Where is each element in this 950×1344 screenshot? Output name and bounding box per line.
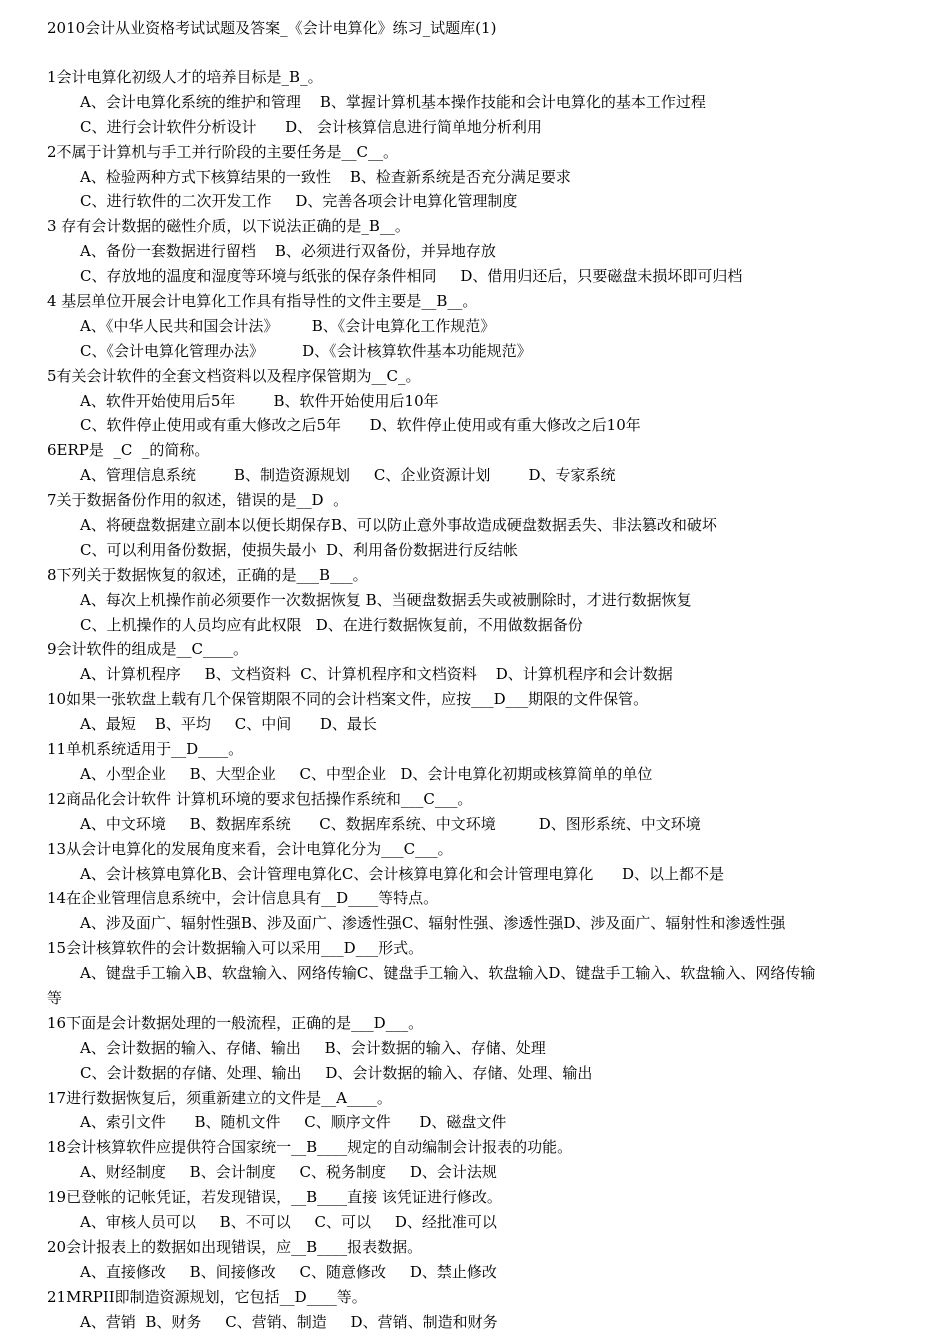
- answer-options: A、检验两种方式下核算结果的一致性 B、检查新系统是否充分满足要求: [80, 167, 571, 186]
- answer-options: A、管理信息系统 B、制造资源规划 C、企业资源计划 D、专家系统: [80, 466, 616, 485]
- answer-options: A、财经制度 B、会计制度 C、税务制度 D、会计法规: [80, 1163, 497, 1182]
- answer-options: C、可以利用备份数据，使损失最小 D、利用备份数据进行反结帐: [80, 540, 519, 559]
- question-text: 7关于数据备份作用的叙述，错误的是__D 。: [47, 491, 349, 510]
- answer-options: A、将硬盘数据建立副本以便长期保存B、可以防止意外事故造成硬盘数据丢失、非法篡改和破坏: [80, 516, 717, 535]
- question-text: 9会计软件的组成是__C____。: [47, 640, 249, 659]
- question-text: 16下面是会计数据处理的一般流程，正确的是___D___。: [47, 1013, 424, 1032]
- answer-options: C、上机操作的人员均应有此权限 D、在进行数据恢复前，不用做数据备份: [80, 615, 583, 634]
- question-text: 21MRPII即制造资源规划，它包括__D____等。: [47, 1287, 367, 1306]
- spacer: [47, 41, 927, 65]
- answer-options: A、键盘手工输入B、软盘输入、网络传输C、键盘手工输入、软盘输入D、键盘手工输入、软盘输入、网络传输: [80, 964, 816, 983]
- question-text: 15会计核算软件的会计数据输入可以采用___D___形式。: [47, 939, 424, 958]
- answer-options: A、备份一套数据进行留档 B、必须进行双备份，并异地存放: [80, 242, 496, 261]
- answer-options: A、营销 B、财务 C、营销、制造 D、营销、制造和财务: [80, 1312, 498, 1331]
- question-text: 11单机系统适用于__D____。: [47, 740, 244, 759]
- answer-options: A、会计核算电算化B、会计管理电算化C、会计核算电算化和会计管理电算化 D、以上都不是: [80, 864, 724, 883]
- answer-options: A、中文环境 B、数据库系统 C、数据库系统、中文环境 D、图形系统、中文环境: [80, 814, 701, 833]
- document-title: 2010会计从业资格考试试题及答案_《会计电算化》练习_试题库(1): [47, 19, 497, 37]
- question-text: 等: [47, 988, 63, 1007]
- question-text: 8下列关于数据恢复的叙述，正确的是___B___。: [47, 565, 368, 584]
- question-text: 13从会计电算化的发展角度来看，会计电算化分为___C___。: [47, 839, 453, 858]
- question-text: 4 基层单位开展会计电算化工作具有指导性的文件主要是__B__。: [47, 292, 478, 311]
- answer-options: A、《中华人民共和国会计法》 B、《会计电算化工作规范》: [80, 316, 496, 335]
- answer-options: A、直接修改 B、间接修改 C、随意修改 D、禁止修改: [80, 1262, 497, 1281]
- answer-options: A、索引文件 B、随机文件 C、顺序文件 D、磁盘文件: [80, 1113, 507, 1132]
- answer-options: A、会计数据的输入、存储、输出 B、会计数据的输入、存储、处理: [80, 1038, 546, 1057]
- question-text: 5有关会计软件的全套文档资料以及程序保管期为__C_。: [47, 366, 421, 385]
- answer-options: A、软件开始使用后5年 B、软件开始使用后10年: [80, 391, 439, 410]
- question-text: 3 存有会计数据的磁性介质，以下说法正确的是_B__。: [47, 217, 410, 236]
- document-page: [47, 15, 927, 1334]
- answer-options: C、《会计电算化管理办法》 D、《会计核算软件基本功能规范》: [80, 341, 532, 360]
- question-text: 20会计报表上的数据如出现错误，应__B____报表数据。: [47, 1237, 423, 1256]
- question-text: 18会计核算软件应提供符合国家统一__B____规定的自动编制会计报表的功能。: [47, 1138, 573, 1157]
- question-text: 17进行数据恢复后，须重新建立的文件是__A____。: [47, 1088, 392, 1107]
- question-text: 14在企业管理信息系统中，会计信息具有__D____等特点。: [47, 889, 439, 908]
- question-text: 2不属于计算机与手工并行阶段的主要任务是__C__。: [47, 142, 399, 161]
- answer-options: A、审核人员可以 B、不可以 C、可以 D、经批准可以: [80, 1212, 497, 1231]
- answer-options: A、计算机程序 B、文档资料 C、计算机程序和文档资料 D、计算机程序和会计数据: [80, 665, 673, 684]
- answer-options: C、存放地的温度和湿度等环境与纸张的保存条件相同 D、借用归还后，只要磁盘未损坏即可归档: [80, 267, 743, 286]
- answer-options: A、涉及面广、辐射性强B、涉及面广、渗透性强C、辐射性强、渗透性强D、涉及面广、辐射性和渗透性强: [80, 914, 786, 933]
- answer-options: A、会计电算化系统的维护和管理 B、掌握计算机基本操作技能和会计电算化的基本工作过程: [80, 92, 706, 111]
- question-text: 1会计电算化初级人才的培养目标是_B_。: [47, 68, 323, 86]
- answer-options: C、进行软件的二次开发工作 D、完善各项会计电算化管理制度: [80, 192, 518, 211]
- question-list: [47, 65, 927, 1334]
- answer-options: C、软件停止使用或有重大修改之后5年 D、软件停止使用或有重大修改之后10年: [80, 416, 641, 435]
- question-text: 10如果一张软盘上载有几个保管期限不同的会计档案文件，应按___D___期限的文件保管。: [47, 690, 649, 709]
- question-text: 6ERP是 _C _的简称。: [47, 441, 210, 460]
- answer-options: A、最短 B、平均 C、中间 D、最长: [80, 715, 377, 734]
- answer-options: A、小型企业 B、大型企业 C、中型企业 D、会计电算化初期或核算简单的单位: [80, 764, 653, 783]
- question-text: 12商品化会计软件 计算机环境的要求包括操作系统和___C___。: [47, 789, 473, 808]
- answer-options: C、会计数据的存储、处理、输出 D、会计数据的输入、存储、处理、输出: [80, 1063, 593, 1082]
- question-text: 19已登帐的记帐凭证，若发现错误，__B____直接 该凭证进行修改。: [47, 1188, 502, 1207]
- answer-options: C、进行会计软件分析设计 D、 会计核算信息进行简单地分析利用: [80, 117, 542, 136]
- answer-options: A、每次上机操作前必须要作一次数据恢复 B、当硬盘数据丢失或被删除时，才进行数据恢复: [80, 590, 692, 609]
